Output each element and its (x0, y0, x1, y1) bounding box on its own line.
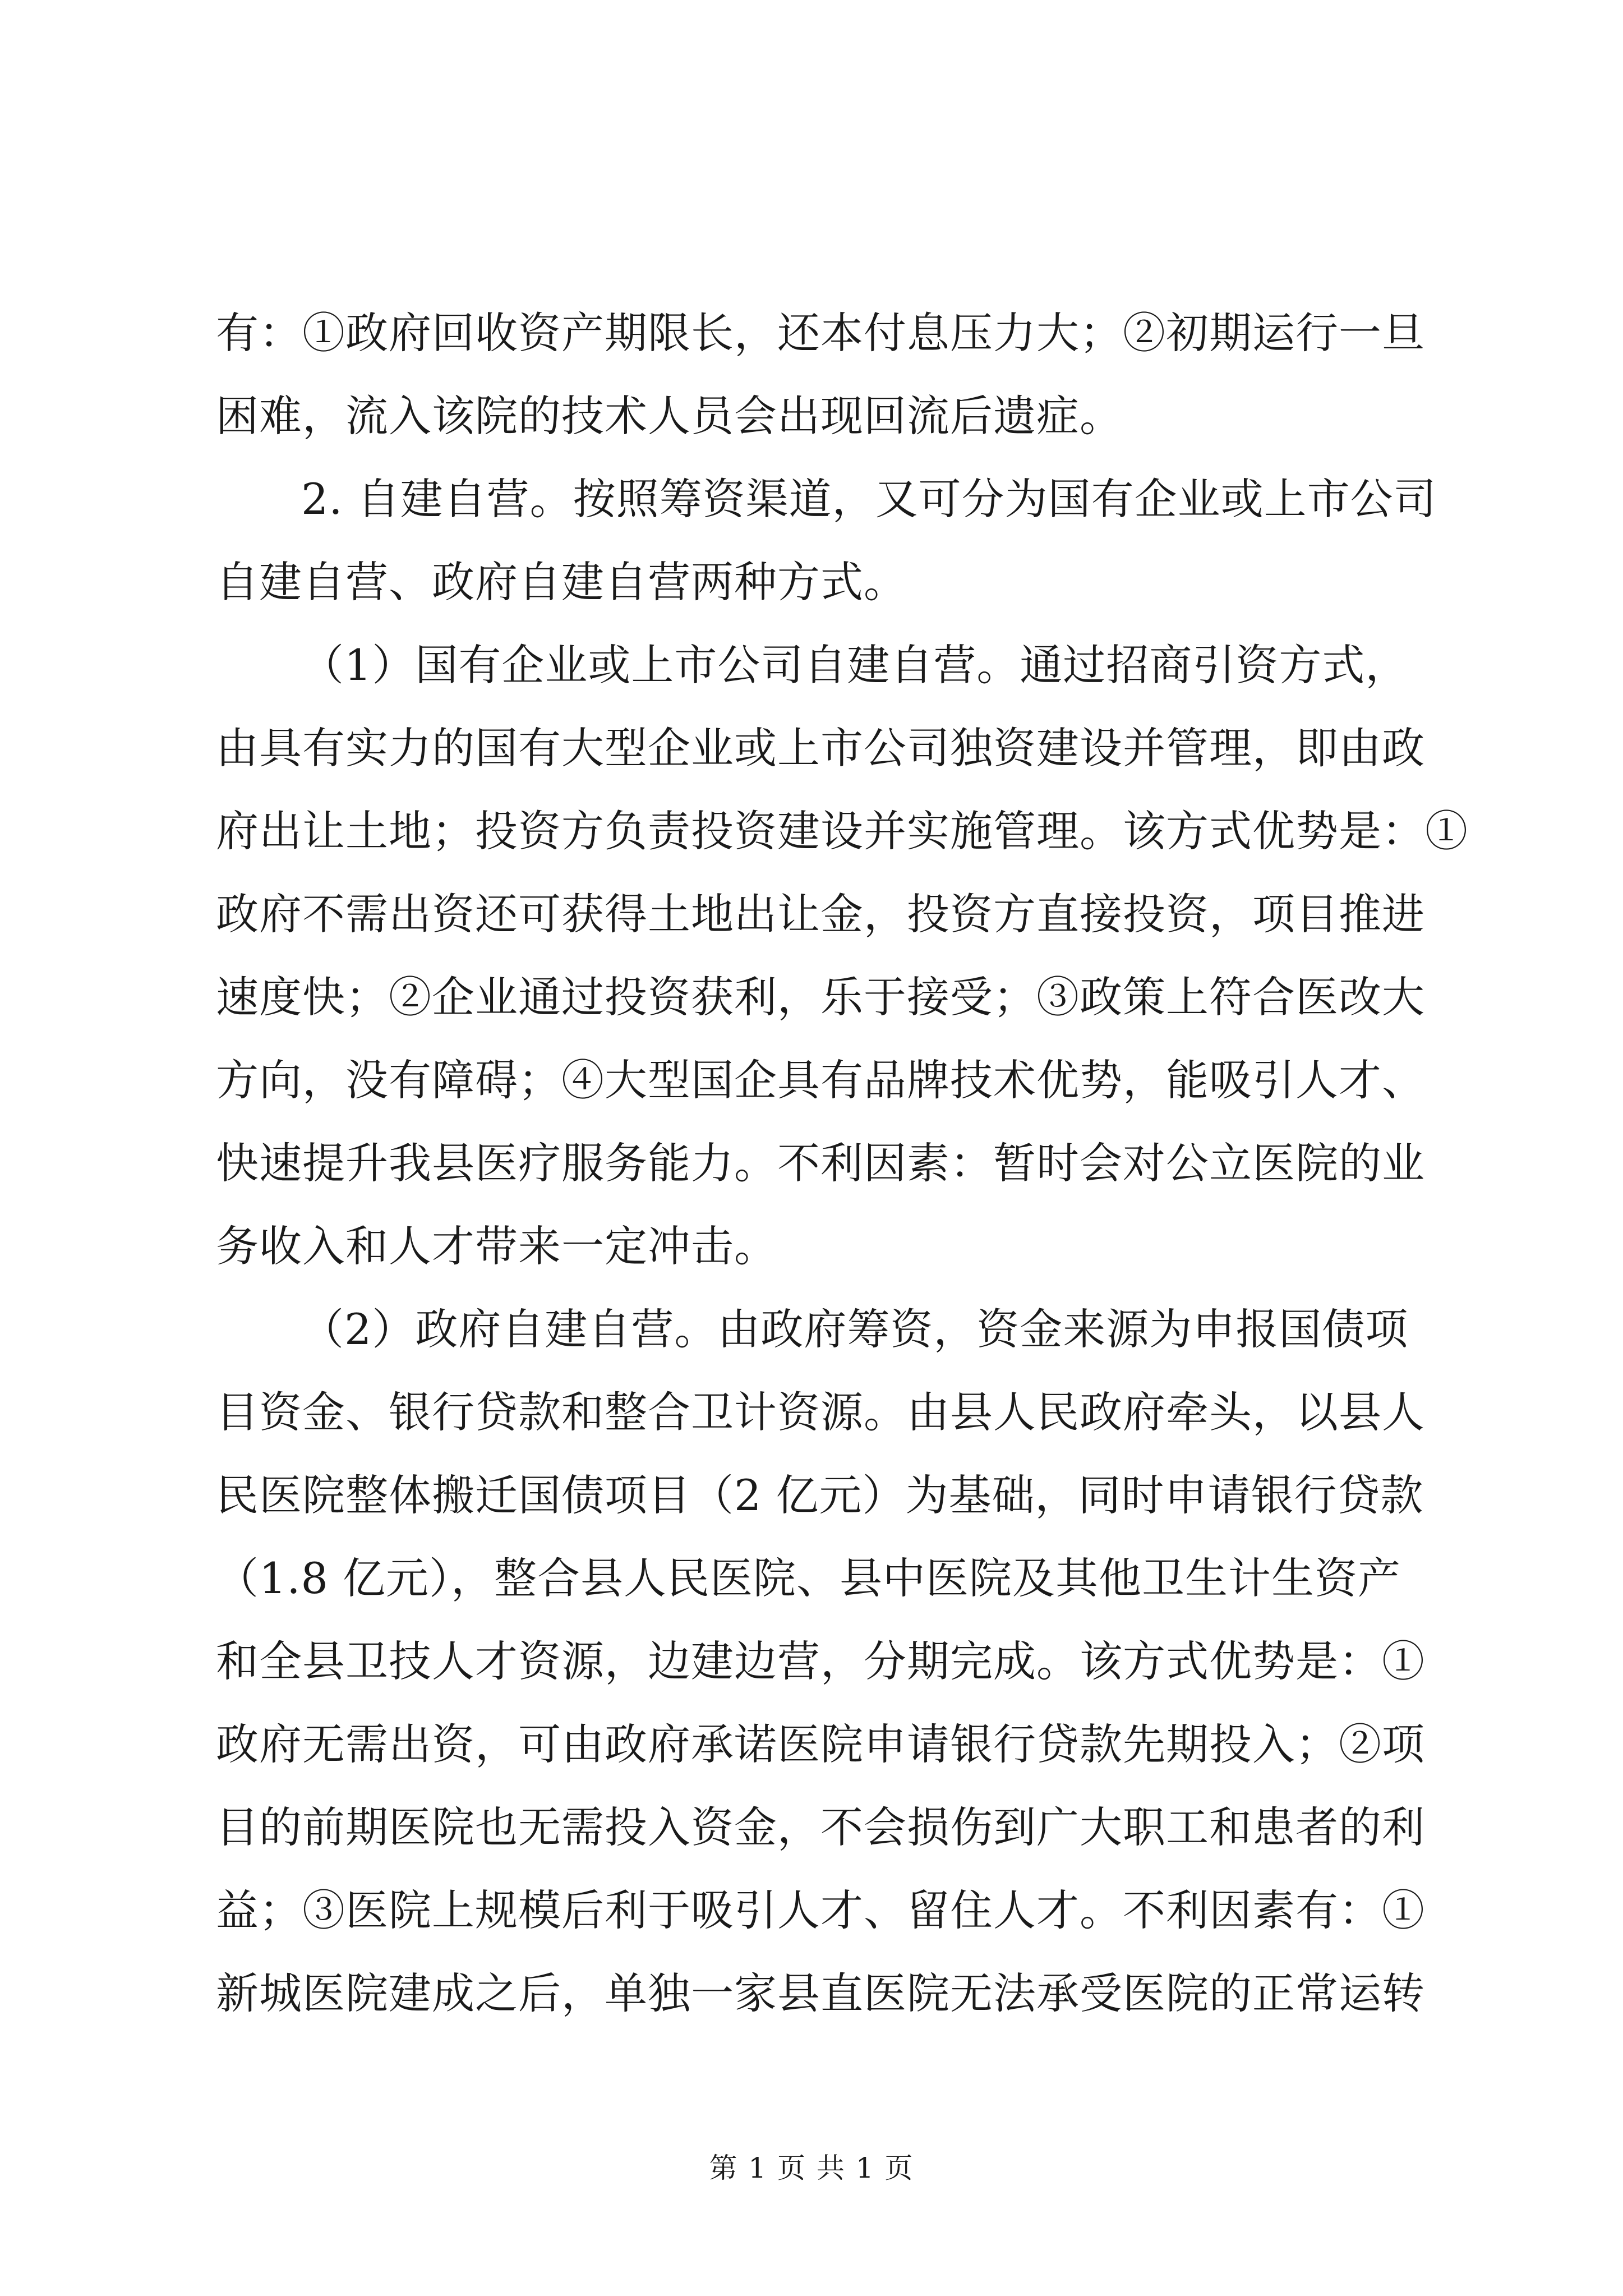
text-line: 政府不需出资还可获得土地出让金，投资方直接投资，项目推进 (216, 889, 1425, 939)
document-body (216, 292, 1468, 2035)
paragraph-start-line: （2）政府自建自营。由政府筹资，资金来源为申报国债项 (301, 1304, 1409, 1354)
text-line: 自建自营、政府自建自营两种方式。 (216, 557, 907, 607)
text-line: 新城医院建成之后，单独一家县直医院无法承受医院的正常运转 (216, 1968, 1425, 2018)
paragraph-start-line: 2. 自建自营。按照筹资渠道，又可分为国有企业或上市公司 (301, 474, 1437, 524)
text-line: 有：①政府回收资产期限长，还本付息压力大；②初期运行一旦 (216, 308, 1425, 358)
text-line: 目资金、银行贷款和整合卫计资源。由县人民政府牵头，以县人 (216, 1387, 1425, 1437)
page-footer: 第 1 页 共 1 页 (709, 2152, 914, 2184)
paragraph-start-line: （1）国有企业或上市公司自建自营。通过招商引资方式， (301, 640, 1409, 690)
text-line: 目的前期医院也无需投入资金，不会损伤到广大职工和患者的利 (216, 1802, 1425, 1852)
text-line: 益；③医院上规模后利于吸引人才、留住人才。不利因素有：① (216, 1885, 1425, 1935)
text-line: 快速提升我县医疗服务能力。不利因素：暂时会对公立医院的业 (216, 1138, 1425, 1188)
text-line: 府出让土地；投资方负责投资建设并实施管理。该方式优势是：① (216, 806, 1468, 856)
text-line: 困难，流入该院的技术人员会出现回流后遗症。 (216, 391, 1123, 441)
text-line: 由具有实力的国有大型企业或上市公司独资建设并管理，即由政 (216, 723, 1425, 773)
text-line: （1.8 亿元），整合县人民医院、县中医院及其他卫生计生资产 (216, 1553, 1401, 1603)
text-line: 速度快；②企业通过投资获利，乐于接受；③政策上符合医改大 (216, 972, 1425, 1022)
text-line: 民医院整体搬迁国债项目（2 亿元）为基础，同时申请银行贷款 (216, 1470, 1424, 1520)
text-line: 方向，没有障碍；④大型国企具有品牌技术优势，能吸引人才、 (216, 1055, 1425, 1105)
text-line: 务收入和人才带来一定冲击。 (216, 1221, 777, 1271)
text-line: 和全县卫技人才资源，边建边营，分期完成。该方式优势是：① (216, 1636, 1425, 1686)
text-line: 政府无需出资，可由政府承诺医院申请银行贷款先期投入；②项 (216, 1719, 1425, 1769)
